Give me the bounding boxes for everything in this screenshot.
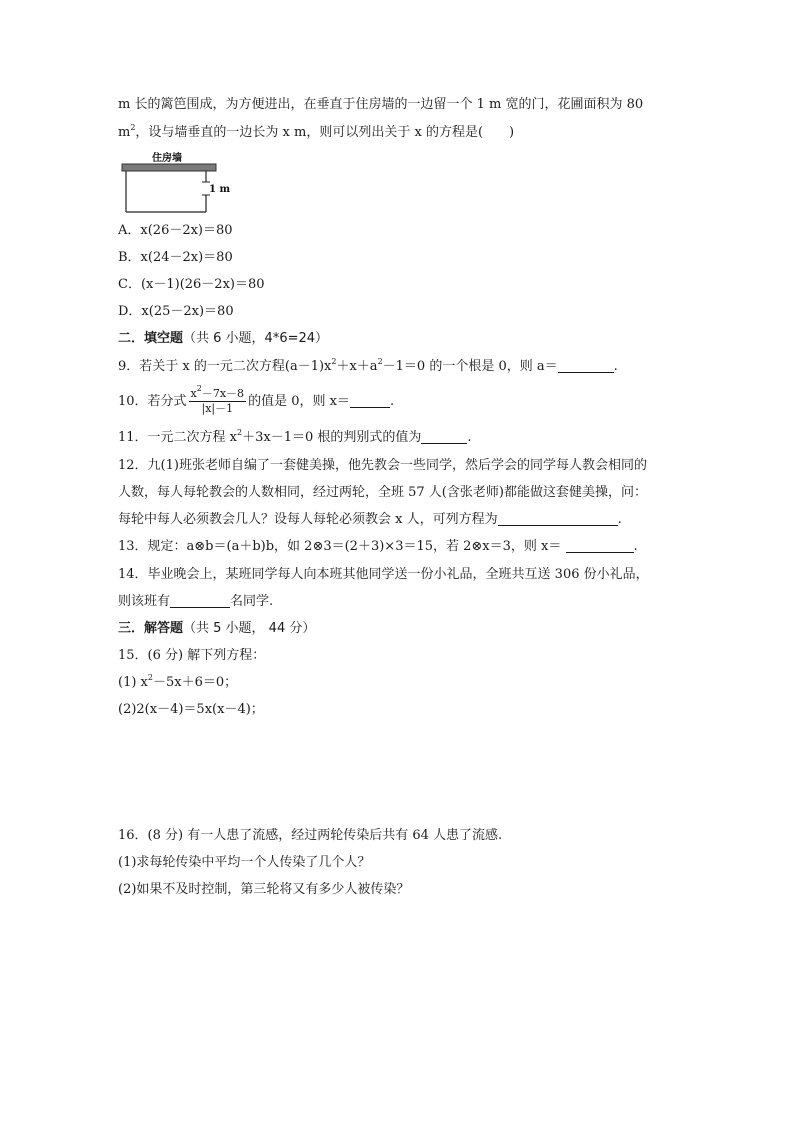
q9-end: . xyxy=(613,359,618,374)
question-13 xyxy=(118,537,638,557)
q10-num-b: －7x－8 xyxy=(201,387,245,400)
problem8-line2-post: ，设与墙垂直的一边长为 x m，则可以列出关于 x 的方程是( ) xyxy=(135,125,515,140)
option-b: B．x(24－2x)＝80 xyxy=(118,250,233,265)
q14-line2-post: 名同学. xyxy=(230,594,274,609)
section3-title: 三．解答题 xyxy=(118,621,184,636)
q10-numerator xyxy=(189,384,247,402)
option-a: A．x(26－2x)＝80 xyxy=(118,223,233,238)
question-11 xyxy=(118,428,472,448)
problem8-line2-pre: m xyxy=(118,125,131,140)
q11-text-a: 11．一元二次方程 x xyxy=(118,430,238,445)
q15-part1-a: (1) x xyxy=(118,675,148,690)
q9-sup-1: 2 xyxy=(331,357,337,366)
question-12-line2: 人数，每人每轮教会的人数相同，经过两轮，全班 57 人(含张老师)都能做这套健美操，问： xyxy=(118,485,647,500)
q9-text-e: －1＝0 的一个根是 0，则 a＝ xyxy=(382,359,558,374)
option-c: C．(x－1)(26－2x)＝80 xyxy=(118,277,265,292)
problem8-line1-text: m 长的篱笆围成，为方便进出，在垂直于住房墙的一边留一个 1 m 宽的门，花圃面积为 80 xyxy=(118,97,644,112)
q10-num-sup: 2 xyxy=(196,384,202,393)
question-10 xyxy=(118,383,394,421)
problem8-line1 xyxy=(118,95,643,115)
section3-heading xyxy=(118,619,315,639)
q11-end: . xyxy=(467,430,472,445)
q14-line2-pre: 则该班有 xyxy=(118,594,171,609)
section3-tail: （共 5 小题， 44 分） xyxy=(183,621,316,636)
question-14-line1: 14．毕业晚会上，某班同学每人向本班其他同学送一份小礼品，全班共互送 306 份小礼品， xyxy=(118,567,649,582)
q9-sup-2: 2 xyxy=(377,357,383,366)
problem8-line2 xyxy=(118,123,514,143)
question-15-part2: (2)2(x－4)＝5x(x－4)； xyxy=(118,702,264,717)
q13-answer-blank[interactable] xyxy=(566,538,634,553)
wall-label: 住房墙 xyxy=(152,153,182,164)
q10-answer-blank[interactable] xyxy=(350,393,390,408)
section2-title: 二．填空题 xyxy=(118,331,184,346)
q10-fraction xyxy=(189,384,247,416)
q11-sup: 2 xyxy=(237,428,243,437)
question-12-line3 xyxy=(118,510,622,530)
q9-text-c: ＋x＋a xyxy=(336,359,378,374)
q11-text-b: ＋3x－1＝0 根的判别式的值为 xyxy=(242,430,422,445)
q10-end: . xyxy=(389,394,395,409)
question-15-part1 xyxy=(118,673,237,693)
q10-denominator: |x|－1 xyxy=(201,402,234,415)
q13-end: . xyxy=(633,539,638,554)
garden-diagram xyxy=(120,150,230,220)
question-9 xyxy=(118,357,618,377)
door-label: 1 m xyxy=(209,184,230,195)
section2-tail: （共 6 小题，4*6=24） xyxy=(183,331,329,346)
question-16-part2: (2)如果不及时控制，第三轮将又有多少人被传染？ xyxy=(118,882,410,897)
question-12-line1: 12．九(1)班张老师自编了一套健美操，他先教会一些同学，然后学会的同学每人教会相同的 xyxy=(118,458,647,473)
question-15-title: 15．(6 分) 解下列方程： xyxy=(118,648,266,663)
q10-num-a: x xyxy=(190,387,197,400)
q12-line3-text: 每轮中每人必须教会几人？设每人每轮必须教会 x 人，可列方程为 xyxy=(118,512,498,527)
q12-end: . xyxy=(617,512,622,527)
q12-answer-blank[interactable] xyxy=(498,511,618,526)
section2-heading xyxy=(118,329,328,349)
question-16-part1: (1)求每轮传染中平均一个人传染了几个人？ xyxy=(118,855,371,870)
q11-answer-blank[interactable] xyxy=(421,429,467,444)
wall-bar xyxy=(122,164,216,171)
q9-answer-blank[interactable] xyxy=(558,358,614,373)
problem8-line2-sup: 2 xyxy=(130,123,136,132)
question-16-title: 16．(8 分) 有一人患了流感，经过两轮传染后共有 64 人患了流感. xyxy=(118,828,503,843)
q13-text: 13．规定：a⊗b＝(a＋b)b，如 2⊗3＝(2＋3)×3＝15，若 2⊗x＝3，则 x＝ xyxy=(118,539,566,554)
garden-figure xyxy=(120,150,230,220)
q9-text-a: 9．若关于 x 的一元二次方程(a－1)x xyxy=(118,359,332,374)
q10-pre: 10．若分式 xyxy=(118,394,187,409)
question-14-line2 xyxy=(118,592,273,612)
q10-post: 的值是 0，则 x＝ xyxy=(248,394,350,409)
q14-answer-blank[interactable] xyxy=(170,593,230,608)
q15-part1-b: －5x＋6＝0； xyxy=(152,675,238,690)
option-d: D．x(25－2x)＝80 xyxy=(118,304,234,319)
q15-part1-sup: 2 xyxy=(147,673,153,682)
